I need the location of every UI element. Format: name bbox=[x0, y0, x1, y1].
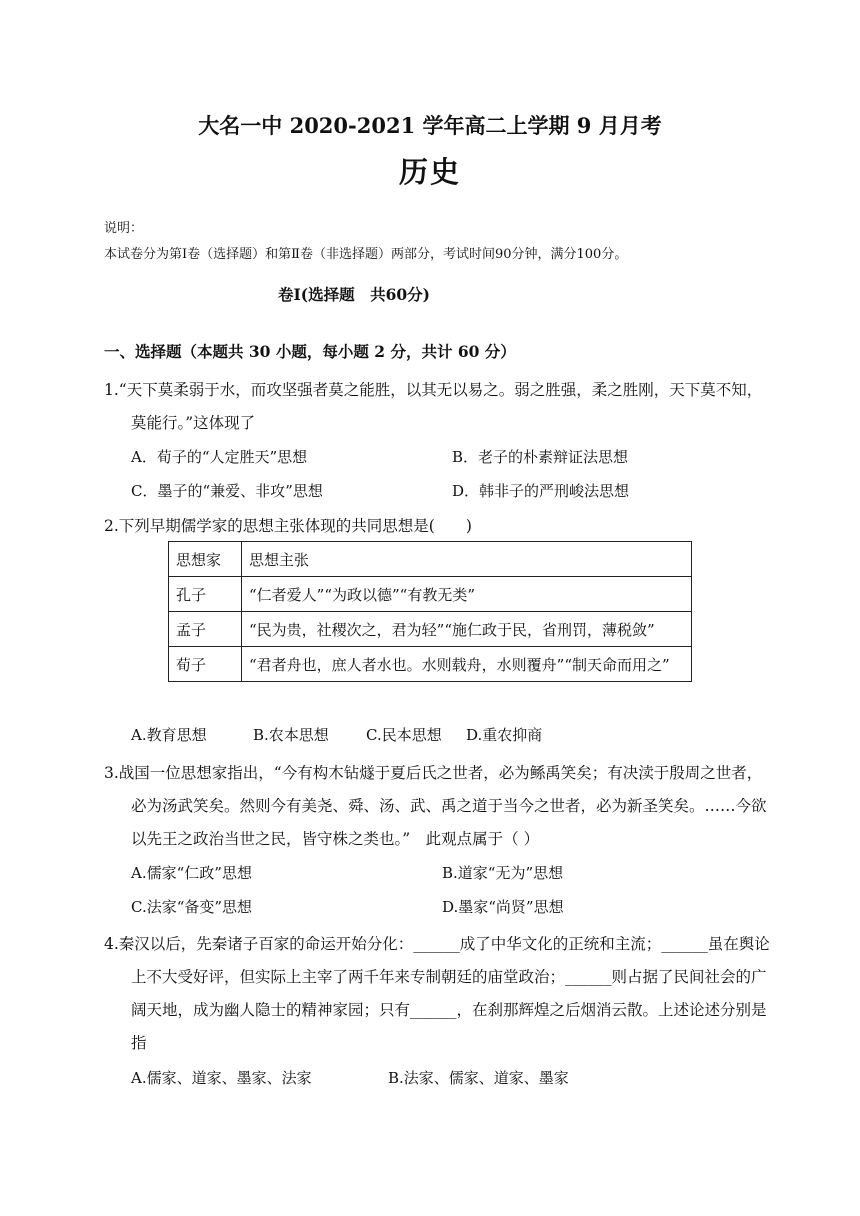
option-a: A．荀子的“人定胜天”思想 bbox=[131, 448, 308, 466]
option-d: D.墨家“尚贤”思想 bbox=[442, 898, 564, 916]
table-row bbox=[169, 612, 692, 647]
option-a: A.儒家、道家、墨家、法家 bbox=[131, 1069, 312, 1087]
option-b: B．老子的朴素辩证法思想 bbox=[452, 448, 629, 466]
table-header: 思想家 bbox=[169, 542, 242, 577]
table-cell: “仁者爱人”“为政以德”“有教无类” bbox=[242, 577, 692, 612]
question-text: 必为汤武笑矣。然则今有美尧、舜、汤、武、禹之道于当今之世者，必为新圣笑矣。……今欲 bbox=[131, 797, 767, 815]
subject-title: 历史 bbox=[398, 155, 461, 189]
table-row bbox=[169, 647, 692, 682]
notes-text: 本试卷分为第Ⅰ卷（选择题）和第Ⅱ卷（非选择题）两部分，考试时间90分钟，满分100分。 bbox=[104, 247, 628, 262]
option-a: A.儒家“仁政”思想 bbox=[131, 864, 252, 882]
option-d: D.重农抑商 bbox=[466, 726, 543, 744]
table-cell: 孟子 bbox=[169, 612, 242, 647]
option-d: D．韩非子的严刑峻法思想 bbox=[452, 482, 630, 500]
option-b: B.道家“无为”思想 bbox=[442, 864, 564, 882]
notes-label: 说明： bbox=[104, 221, 144, 236]
table-row bbox=[169, 577, 692, 612]
table-cell: “民为贵，社稷次之，君为轻”“施仁政于民，省刑罚，薄税敛” bbox=[242, 612, 692, 647]
question-text: 指 bbox=[131, 1034, 147, 1052]
part1-title: 卷Ⅰ(选择题 共60分) bbox=[278, 285, 430, 304]
table-header-row bbox=[169, 542, 692, 577]
question-text: 以先王之政治当世之民，皆守株之类也。” 此观点属于（ ） bbox=[131, 830, 540, 848]
option-b: B.法家、儒家、道家、墨家 bbox=[388, 1069, 569, 1087]
option-c: C.民本思想 bbox=[366, 726, 442, 744]
question-text: 莫能行。”这体现了 bbox=[131, 414, 256, 432]
section1-title: 一、选择题（本题共 30 小题，每小题 2 分，共计 60 分） bbox=[104, 342, 516, 361]
question-text: 阔天地，成为幽人隐士的精神家园；只有______，在刹那辉煌之后烟消云散。上述论述分别是 bbox=[131, 1001, 767, 1019]
question-text: 4.秦汉以后，先秦诸子百家的命运开始分化：______成了中华文化的正统和主流；______虽在舆论 bbox=[104, 935, 770, 953]
option-c: C．墨子的“兼爱、非攻”思想 bbox=[131, 482, 323, 500]
exam-title: 大名一中 2020-2021 学年高二上学期 9 月月考 bbox=[198, 113, 662, 138]
question-text: 1.“天下莫柔弱于水，而攻坚强者莫之能胜，以其无以易之。弱之胜强，柔之胜刚，天下莫不知， bbox=[104, 381, 763, 399]
option-b: B.农本思想 bbox=[253, 726, 329, 744]
question-text: 3.战国一位思想家指出，“今有构木钻燧于夏后氏之世者，必为鲧禹笑矣；有决渎于殷周之世者， bbox=[104, 764, 763, 782]
question-text: 上不大受好评，但实际上主宰了两千年来专制朝廷的庙堂政治；______则占据了民间社会的广 bbox=[131, 968, 767, 986]
option-c: C.法家“备变”思想 bbox=[131, 898, 253, 916]
table-cell: 孔子 bbox=[169, 577, 242, 612]
table-header: 思想主张 bbox=[242, 542, 692, 577]
question-text: 2.下列早期儒学家的思想主张体现的共同思想是( ) bbox=[104, 517, 472, 535]
option-a: A.教育思想 bbox=[131, 726, 207, 744]
table-cell: “君者舟也，庶人者水也。水则载舟，水则覆舟”“制天命而用之” bbox=[242, 647, 692, 682]
thinker-table bbox=[168, 541, 692, 682]
table-cell: 荀子 bbox=[169, 647, 242, 682]
